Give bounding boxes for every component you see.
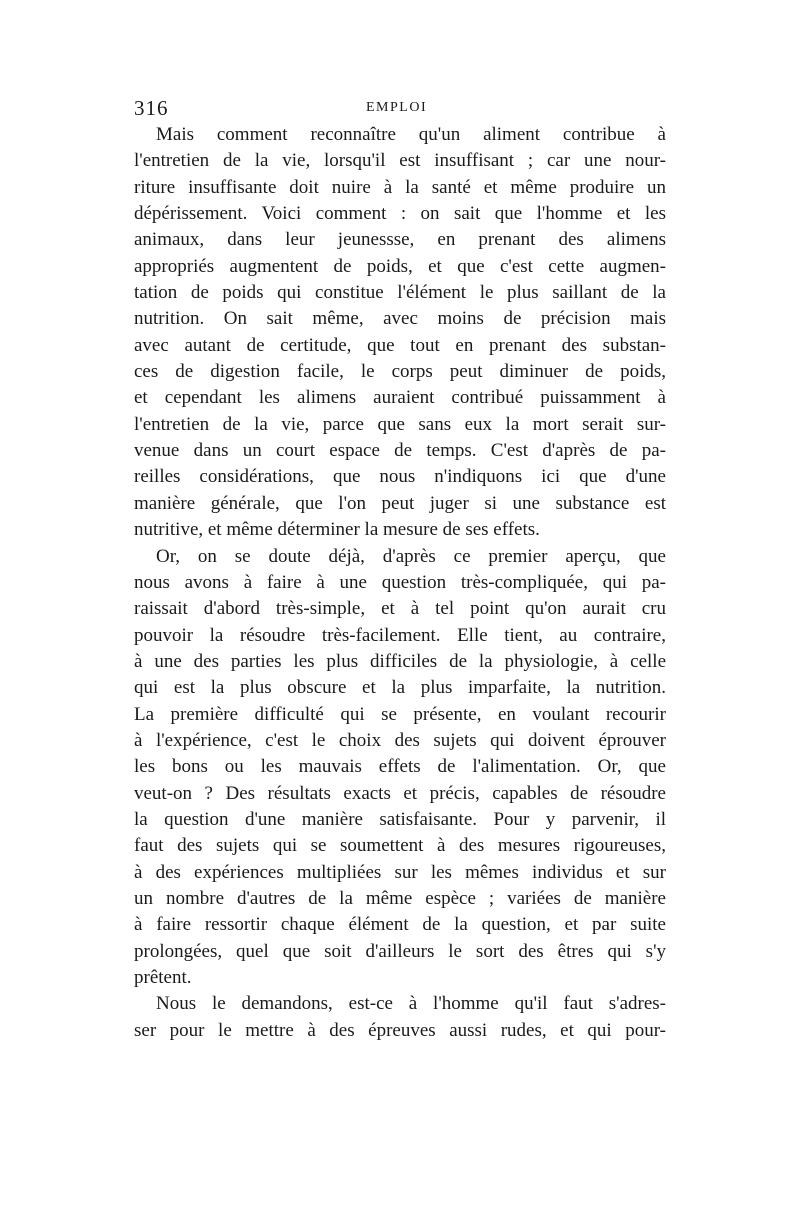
text-line: avec autant de certitude, que tout en prenant des substan- (134, 334, 666, 356)
text-line: nutrition. On sait même, avec moins de précision mais (134, 308, 666, 330)
text-line: prolongées, quel que soit d'ailleurs le sort des êtres qui s'y (134, 940, 666, 962)
text-line: ces de digestion facile, le corps peut diminuer de poids, (134, 361, 666, 383)
text-line: animaux, dans leur jeunessse, en prenant des alimens (134, 229, 666, 251)
page-number: 316 (134, 96, 169, 120)
text-line: l'entretien de la vie, lorsqu'il est insuffisant ; car une nour- (134, 150, 666, 172)
text-line: prêtent. (134, 967, 192, 988)
text-line: ser pour le mettre à des épreuves aussi rudes, et qui pour- (134, 1019, 666, 1041)
page-header (134, 96, 666, 120)
text-line: l'entretien de la vie, parce que sans eux la mort serait sur- (134, 413, 666, 435)
text-line: à l'expérience, c'est le choix des sujets qui doivent éprouver (134, 729, 666, 751)
text-line: la question d'une manière satisfaisante. Pour y parvenir, il (134, 808, 666, 830)
text-line: pouvoir la résoudre très-facilement. Elle tient, au contraire, (134, 624, 666, 646)
text-line: et cependant les alimens auraient contribué puissamment à (134, 387, 666, 409)
text-line: faut des sujets qui se soumettent à des mesures rigoureuses, (134, 835, 666, 857)
text-line: veut-on ? Des résultats exacts et précis, capables de résoudre (134, 782, 666, 804)
text-line: appropriés augmentent de poids, et que c'est cette augmen- (134, 255, 666, 277)
text-line: à une des parties les plus difficiles de la physiologie, à celle (134, 650, 666, 672)
text-line: nous avons à faire à une question très-compliquée, qui pa- (134, 571, 666, 593)
text-line: qui est la plus obscure et la plus imparfaite, la nutrition. (134, 677, 666, 699)
text-line: Nous le demandons, est-ce à l'homme qu'il faut s'adres- (156, 993, 666, 1015)
text-line: Or, on se doute déjà, d'après ce premier aperçu, que (156, 545, 666, 567)
text-line: reilles considérations, que nous n'indiquons ici que d'une (134, 466, 666, 488)
text-line: nutritive, et même déterminer la mesure de ses effets. (134, 519, 540, 541)
text-line: riture insuffisante doit nuire à la santé et même produire un (134, 176, 666, 198)
text-line: les bons ou les mauvais effets de l'alimentation. Or, que (134, 756, 666, 778)
text-line: Mais comment reconnaître qu'un aliment contribue à (156, 124, 666, 145)
text-line: à des expériences multipliées sur les mêmes individus et sur (134, 861, 666, 883)
text-line: raissait d'abord très-simple, et à tel point qu'on aurait cru (134, 598, 666, 620)
running-title: EMPLOI (366, 100, 428, 115)
text-line: dépérissement. Voici comment : on sait que l'homme et les (134, 203, 666, 225)
text-line: venue dans un court espace de temps. C'est d'après de pa- (134, 440, 666, 462)
text-line: manière générale, que l'on peut juger si une substance est (134, 492, 666, 514)
text-line: un nombre d'autres de la même espèce ; variées de manière (134, 887, 666, 909)
text-line: à faire ressortir chaque élément de la question, et par suite (134, 914, 666, 936)
text-line: La première difficulté qui se présente, en voulant recourir (134, 703, 666, 725)
text-line: tation de poids qui constitue l'élément le plus saillant de la (134, 282, 666, 304)
body-text (134, 122, 666, 1044)
